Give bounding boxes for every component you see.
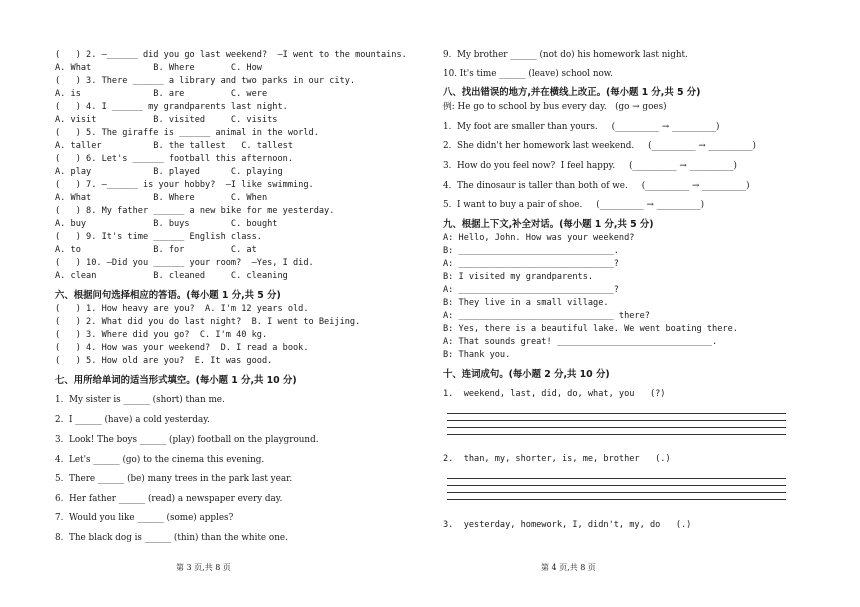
fill-item-4: 4. Let's ______ (go) to the cinema this evening. <box>55 455 265 465</box>
question-7: ( ) 7. —______ is your hobby? —I like swimming. <box>55 180 314 190</box>
sentence-item-2: 2. than, my, shorter, is, me, brother (.) <box>443 454 671 464</box>
question-7-options: A. What B. Where C. When <box>55 193 268 203</box>
dialogue-line-6: B: They live in a small village. <box>443 298 609 308</box>
question-3: ( ) 3. There ______ a library and two parks in our city. <box>55 76 356 86</box>
fill-item-9: 9. My brother ______ (not do) his homework last night. <box>443 50 688 60</box>
question-4-options: A. visit B. visited C. visits <box>55 115 278 125</box>
fill-item-5: 5. There ______ (be) many trees in the park last year. <box>55 474 293 484</box>
correction-example: 例: He go to school by bus every day. (go → goes) <box>443 102 667 112</box>
question-10: ( ) 10. —Did you ______ your room? —Yes, I did. <box>55 258 314 268</box>
dialogue-line-7: A: ______________________________ there? <box>443 311 650 321</box>
answer-rule <box>447 420 786 421</box>
dialogue-line-8: B: Yes, there is a beautiful lake. We went boating there. <box>443 324 738 334</box>
matching-item-5: ( ) 5. How old are you? E. It was good. <box>55 356 273 366</box>
correction-item-1: 1. My foot are smaller than yours. (__________ → __________) <box>443 122 720 132</box>
dialogue-line-4: B: I visited my grandparents. <box>443 272 594 282</box>
question-2-options: A. What B. Where C. How <box>55 63 262 73</box>
fill-item-3: 3. Look! The boys ______ (play) football on the playground. <box>55 435 319 445</box>
question-6: ( ) 6. Let's ______ football this afternoon. <box>55 154 293 164</box>
answer-rule <box>447 485 786 486</box>
correction-item-2: 2. She didn't her homework last weekend. (__________ → __________) <box>443 141 756 151</box>
matching-item-3: ( ) 3. Where did you go? C. I'm 40 kg. <box>55 330 268 340</box>
answer-rule <box>447 499 786 500</box>
dialogue-line-5: A: ______________________________? <box>443 285 619 295</box>
page-number-footer: 第 3 页,共 8 页 <box>176 563 231 572</box>
question-5-options: A. taller B. the tallest C. tallest <box>55 141 293 151</box>
question-6-options: A. play B. played C. playing <box>55 167 283 177</box>
matching-item-4: ( ) 4. How was your weekend? D. I read a book. <box>55 343 309 353</box>
question-3-options: A. is B. are C. were <box>55 89 268 99</box>
right-page <box>430 0 860 607</box>
question-4: ( ) 4. I ______ my grandparents last night. <box>55 102 288 112</box>
correction-item-5: 5. I want to buy a pair of shoe. (__________ → __________) <box>443 200 705 210</box>
correction-item-4: 4. The dinosaur is taller than both of we. (__________ → __________) <box>443 181 750 191</box>
matching-item-1: ( ) 1. How heavy are you? A. I'm 12 years old. <box>55 304 309 314</box>
matching-item-2: ( ) 2. What did you do last night? B. I went to Beijing. <box>55 317 361 327</box>
dialogue-line-10: B: Thank you. <box>443 350 511 360</box>
dialogue-line-1: A: Hello, John. How was your weekend? <box>443 233 635 243</box>
fill-item-2: 2. I ______ (have) a cold yesterday. <box>55 415 210 425</box>
question-5: ( ) 5. The giraffe is ______ animal in the world. <box>55 128 319 138</box>
fill-item-6: 6. Her father ______ (read) a newspaper every day. <box>55 494 283 504</box>
section-6-heading: 六、根据问句选择相应的答语。(每小题 1 分,共 5 分) <box>55 290 281 301</box>
question-8: ( ) 8. My father ______ a new bike for me yesterday. <box>55 206 335 216</box>
dialogue-line-3: A: ______________________________? <box>443 259 619 269</box>
fill-item-10: 10. It's time ______ (leave) school now. <box>443 69 614 79</box>
question-9: ( ) 9. It's time ______ English class. <box>55 232 262 242</box>
question-10-options: A. clean B. cleaned C. cleaning <box>55 271 288 281</box>
answer-rule <box>447 478 786 479</box>
dialogue-line-9: A: That sounds great! ______________________________. <box>443 337 718 347</box>
answer-rule <box>447 413 786 414</box>
correction-item-3: 3. How do you feel now? I feel happy. (__________ → __________) <box>443 161 737 171</box>
question-8-options: A. buy B. buys C. bought <box>55 219 278 229</box>
fill-item-7: 7. Would you like ______ (some) apples? <box>55 513 234 523</box>
sentence-item-3: 3. yesterday, homework, I, didn't, my, do (.) <box>443 520 692 530</box>
section-9-heading: 九、根据上下文,补全对话。(每小题 1 分,共 5 分) <box>443 219 654 230</box>
question-2: ( ) 2. —______ did you go last weekend? —I went to the mountains. <box>55 50 407 60</box>
answer-rule <box>447 427 786 428</box>
dialogue-line-2: B: ______________________________. <box>443 246 619 256</box>
fill-item-1: 1. My sister is ______ (short) than me. <box>55 395 225 405</box>
answer-rule <box>447 434 786 435</box>
page-number-footer: 第 4 页,共 8 页 <box>541 563 596 572</box>
question-9-options: A. to B. for C. at <box>55 245 257 255</box>
answer-rule <box>447 492 786 493</box>
section-10-heading: 十、连词成句。(每小题 2 分,共 10 分) <box>443 369 610 380</box>
section-8-heading: 八、找出错误的地方,并在横线上改正。(每小题 1 分,共 5 分) <box>443 87 701 98</box>
fill-item-8: 8. The black dog is ______ (thin) than the white one. <box>55 533 288 543</box>
section-7-heading: 七、用所给单词的适当形式填空。(每小题 1 分,共 10 分) <box>55 375 297 386</box>
sentence-item-1: 1. weekend, last, did, do, what, you (?) <box>443 389 666 399</box>
